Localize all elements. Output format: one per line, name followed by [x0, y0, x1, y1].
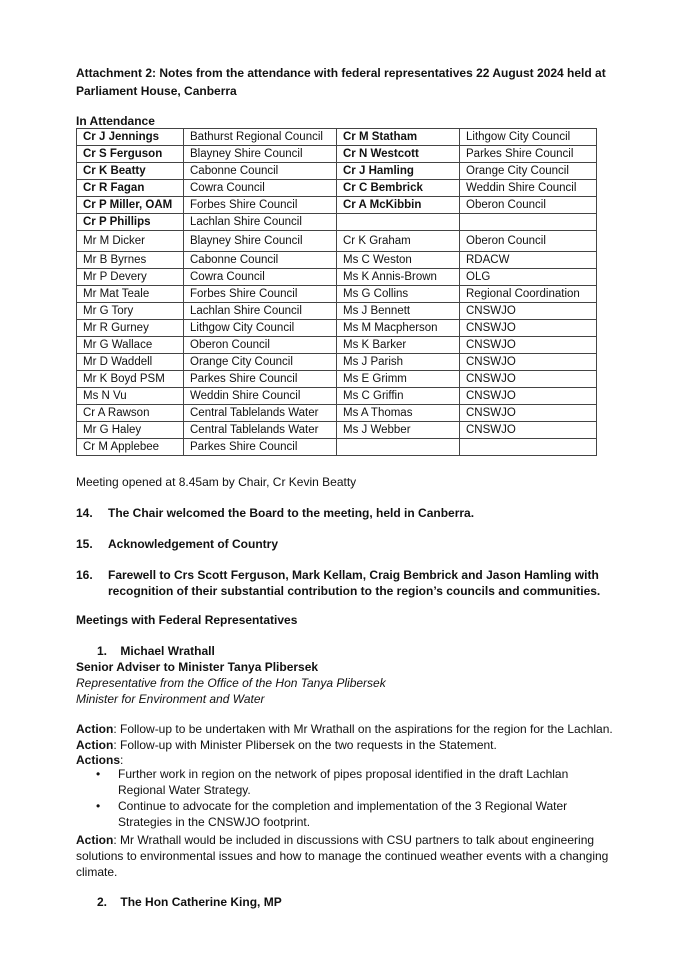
table-row — [77, 354, 597, 371]
action-text: : Follow-up to be undertaken with Mr Wrathall on the aspirations for the region for the Lachlan. — [113, 722, 613, 736]
table-row — [77, 286, 597, 303]
table-cell: Weddin Shire Council — [460, 180, 597, 197]
rep1-name: Michael Wrathall — [120, 644, 215, 658]
table-row — [77, 252, 597, 269]
meeting-opened-text: Meeting opened at 8.45am by Chair, Cr Kevin Beatty — [76, 475, 357, 489]
table-cell: Lithgow City Council — [184, 320, 337, 337]
table-cell: CNSWJO — [460, 388, 597, 405]
table-cell: Cowra Council — [184, 180, 337, 197]
table-row — [77, 303, 597, 320]
table-cell: Forbes Shire Council — [184, 197, 337, 214]
table-row — [77, 320, 597, 337]
table-cell: CNSWJO — [460, 371, 597, 388]
item-number: 15. — [76, 537, 93, 551]
item-text: The Chair welcomed the Board to the meeting, held in Canberra. — [108, 506, 475, 520]
bullet-icon: • — [96, 799, 101, 813]
rep2-name: The Hon Catherine King, MP — [120, 895, 282, 909]
table-cell: Parkes Shire Council — [460, 146, 597, 163]
table-row — [77, 269, 597, 286]
table-cell: Ms N Vu — [77, 388, 184, 405]
table-row — [77, 371, 597, 388]
table-cell: Cr N Westcott — [337, 146, 460, 163]
table-row — [77, 337, 597, 354]
bullet-icon: • — [96, 767, 101, 781]
table-cell: CNSWJO — [460, 320, 597, 337]
item-text: Acknowledgement of Country — [108, 537, 279, 551]
table-cell — [460, 214, 597, 231]
table-row — [77, 180, 597, 197]
attachment-heading: Attachment 2: Notes from the attendance with federal representatives 22 August 2024 held at Parliament House, Canberra — [76, 66, 606, 98]
list-item — [76, 798, 616, 830]
table-cell: Cr A McKibbin — [337, 197, 460, 214]
action-label: Action — [76, 722, 114, 736]
table-cell: Cr C Bembrick — [337, 180, 460, 197]
actions-colon: : — [120, 753, 124, 767]
table-cell: Parkes Shire Council — [184, 371, 337, 388]
table-cell: CNSWJO — [460, 354, 597, 371]
table-cell: Cr M Applebee — [77, 439, 184, 456]
action-text: : Mr Wrathall would be included in discussions with CSU partners to talk about engineering solutions to environmental issues and how to manage the continued weather events with a changing climate. — [76, 833, 609, 879]
table-cell: Central Tablelands Water — [184, 422, 337, 439]
table-row — [77, 405, 597, 422]
table-cell: Mr M Dicker — [77, 231, 184, 252]
table-cell: Ms J Parish — [337, 354, 460, 371]
table-cell: Blayney Shire Council — [184, 231, 337, 252]
agenda-item-15 — [76, 536, 606, 552]
table-cell: Mr P Devery — [77, 269, 184, 286]
table-cell: Lachlan Shire Council — [184, 303, 337, 320]
action-text: : Follow-up with Minister Plibersek on the two requests in the Statement. — [113, 738, 497, 752]
table-cell: Ms M Macpherson — [337, 320, 460, 337]
table-cell: Ms C Griffin — [337, 388, 460, 405]
table-cell: Weddin Shire Council — [184, 388, 337, 405]
rep1-role: Senior Adviser to Minister Tanya Plibersek — [76, 660, 319, 674]
table-cell: Ms A Thomas — [337, 405, 460, 422]
actions-label: Actions — [76, 753, 121, 767]
table-cell: Cowra Council — [184, 269, 337, 286]
table-cell: Mr D Waddell — [77, 354, 184, 371]
table-cell: Cr R Fagan — [77, 180, 184, 197]
rep1-line2: Minister for Environment and Water — [76, 692, 265, 706]
table-cell: Cabonne Council — [184, 252, 337, 269]
table-cell: RDACW — [460, 252, 597, 269]
rep1-number: 1. — [97, 644, 108, 658]
table-cell: Parkes Shire Council — [184, 439, 337, 456]
table-row — [77, 422, 597, 439]
table-cell — [460, 439, 597, 456]
table-row — [77, 388, 597, 405]
table-cell: Cr J Hamling — [337, 163, 460, 180]
item-number: 16. — [76, 568, 93, 582]
table-cell: Cabonne Council — [184, 163, 337, 180]
action-label: Action — [76, 833, 114, 847]
table-cell: CNSWJO — [460, 422, 597, 439]
table-cell: Mr Mat Teale — [77, 286, 184, 303]
table-cell: Orange City Council — [184, 354, 337, 371]
rep1-line1: Representative from the Office of the Hon Tanya Plibersek — [76, 676, 386, 690]
table-cell: Forbes Shire Council — [184, 286, 337, 303]
table-cell: Cr S Ferguson — [77, 146, 184, 163]
table-row — [77, 129, 597, 146]
table-row — [77, 146, 597, 163]
table-cell: Cr J Jennings — [77, 129, 184, 146]
table-cell: Mr K Boyd PSM — [77, 371, 184, 388]
table-row — [77, 439, 597, 456]
table-cell: Cr K Beatty — [77, 163, 184, 180]
rep2-heading — [97, 894, 282, 910]
table-cell: Ms J Bennett — [337, 303, 460, 320]
table-cell: Oberon Council — [460, 197, 597, 214]
action-label: Action — [76, 738, 114, 752]
table-row — [77, 231, 597, 252]
action-4 — [76, 832, 611, 880]
section-title: Meetings with Federal Representatives — [76, 613, 298, 627]
table-cell: Lithgow City Council — [460, 129, 597, 146]
table-cell: CNSWJO — [460, 303, 597, 320]
rep2-number: 2. — [97, 895, 108, 909]
attendance-label: In Attendance — [76, 114, 155, 128]
table-cell: Mr G Tory — [77, 303, 184, 320]
table-cell: Cr P Phillips — [77, 214, 184, 231]
bullet-text: Further work in region on the network of pipes proposal identified in the draft Lachlan Regional Water Strategy. — [118, 767, 569, 797]
action-1 — [76, 721, 613, 737]
table-cell: Bathurst Regional Council — [184, 129, 337, 146]
agenda-item-16 — [76, 567, 606, 599]
table-cell: Mr G Haley — [77, 422, 184, 439]
item-number: 14. — [76, 506, 93, 520]
table-cell: Central Tablelands Water — [184, 405, 337, 422]
table-cell: OLG — [460, 269, 597, 286]
table-cell: Lachlan Shire Council — [184, 214, 337, 231]
table-cell — [337, 439, 460, 456]
table-cell: Ms K Barker — [337, 337, 460, 354]
table-cell: Mr R Gurney — [77, 320, 184, 337]
table-row — [77, 214, 597, 231]
bullet-text: Continue to advocate for the completion and implementation of the 3 Regional Water Strategies in the CNSWJO footprint. — [118, 799, 568, 829]
table-cell: Cr P Miller, OAM — [77, 197, 184, 214]
table-cell: Cr K Graham — [337, 231, 460, 252]
table-cell: CNSWJO — [460, 337, 597, 354]
rep1-heading — [97, 643, 215, 659]
table-cell: Oberon Council — [460, 231, 597, 252]
table-cell: Cr A Rawson — [77, 405, 184, 422]
table-cell: Ms C Weston — [337, 252, 460, 269]
table-cell: Ms G Collins — [337, 286, 460, 303]
table-cell: CNSWJO — [460, 405, 597, 422]
table-cell: Mr B Byrnes — [77, 252, 184, 269]
table-cell: Cr M Statham — [337, 129, 460, 146]
table-cell: Blayney Shire Council — [184, 146, 337, 163]
table-cell: Mr G Wallace — [77, 337, 184, 354]
action-2 — [76, 737, 497, 753]
table-cell — [337, 214, 460, 231]
item-text: Farewell to Crs Scott Ferguson, Mark Kellam, Craig Bembrick and Jason Hamling with recognition of their substantial contribution to the region’s councils and communities. — [108, 568, 601, 598]
table-cell: Oberon Council — [184, 337, 337, 354]
table-cell: Ms K Annis-Brown — [337, 269, 460, 286]
table-cell: Regional Coordination — [460, 286, 597, 303]
table-row — [77, 197, 597, 214]
table-row — [77, 163, 597, 180]
table-cell: Ms J Webber — [337, 422, 460, 439]
attendance-table — [76, 128, 597, 456]
list-item — [76, 766, 616, 798]
table-cell: Ms E Grimm — [337, 371, 460, 388]
table-cell: Orange City Council — [460, 163, 597, 180]
actions-bullet-list — [76, 766, 616, 830]
agenda-item-14 — [76, 505, 606, 521]
